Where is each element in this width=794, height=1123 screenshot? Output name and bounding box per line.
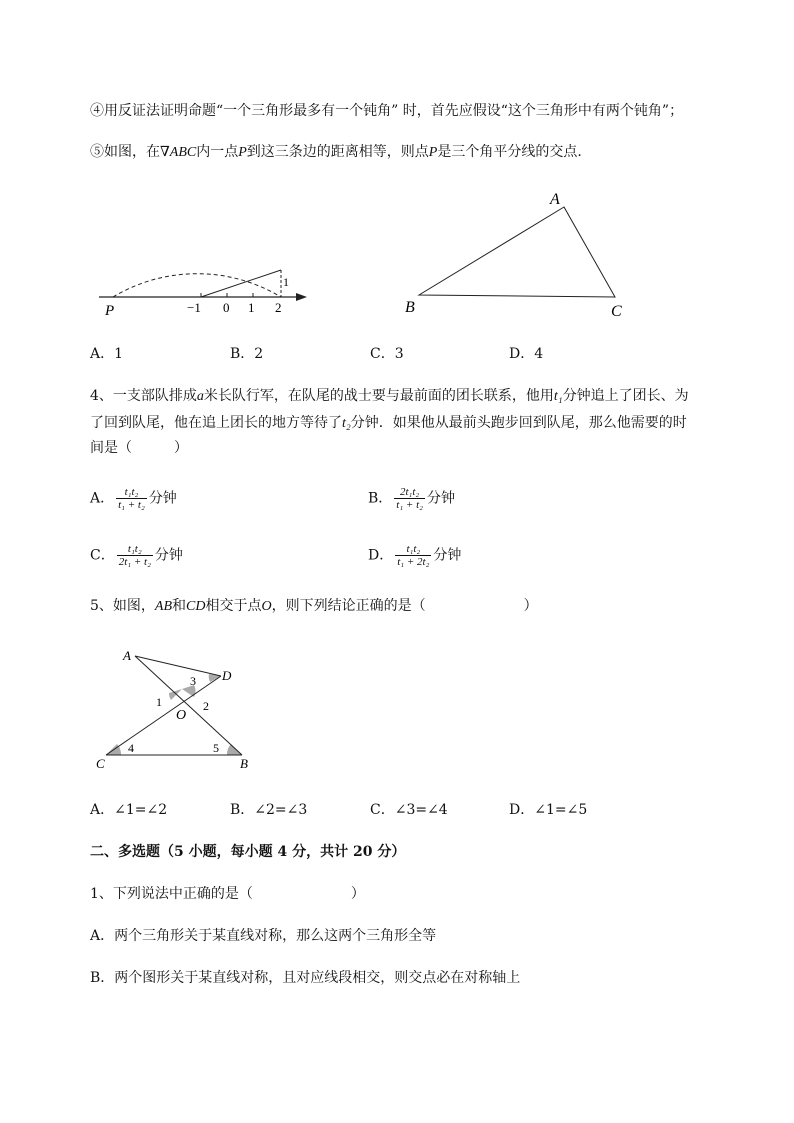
label-o: O bbox=[176, 708, 187, 723]
label-zero: 0 bbox=[223, 300, 230, 315]
angle-2: 2 bbox=[203, 699, 209, 713]
intersecting-lines-figure bbox=[92, 643, 262, 773]
q3-option-c: C．3 bbox=[370, 346, 404, 362]
angle-3: 3 bbox=[190, 674, 196, 688]
statement-5-pre: ⑤如图，在 bbox=[90, 144, 160, 160]
segment-a-d bbox=[135, 656, 221, 676]
angle-1: 1 bbox=[156, 695, 162, 709]
label-c: C bbox=[611, 303, 622, 320]
angle-5: 5 bbox=[213, 741, 219, 755]
q5-option-a: A．∠1=∠2 bbox=[90, 802, 168, 818]
var-t2: t₂ bbox=[342, 416, 351, 431]
q3-option-a: A．1 bbox=[90, 346, 124, 362]
number-line-figure bbox=[95, 200, 320, 325]
axis-arrow bbox=[296, 293, 307, 301]
q5-option-b: B．∠2=∠3 bbox=[230, 802, 308, 818]
triangle-abc-shape bbox=[419, 207, 615, 297]
label-minus-one: −1 bbox=[187, 300, 201, 315]
label-top-one: 1 bbox=[283, 275, 289, 289]
point-p-1: P bbox=[238, 145, 247, 160]
label-d: D bbox=[222, 668, 232, 683]
section-heading: 二、多选题（5 小题，每小题 4 分，共计 20 分） bbox=[90, 844, 406, 860]
fraction-d: $\frac{\text{t₁t₂}}{\text{t₁ + 2t₂}}$ bbox=[397, 543, 430, 568]
segment-ab: AB bbox=[154, 599, 173, 614]
q4-line-2: 了回到队尾，他在追上团长的地方等待了t₂分钟．如果他从最前头跑步回到队尾，那么他需要的时 bbox=[90, 415, 687, 431]
label-two: 2 bbox=[275, 300, 282, 315]
q3-option-d: D．4 bbox=[509, 346, 544, 362]
var-t1: t₁ bbox=[553, 389, 563, 404]
q4-option-b: B． $\frac{\text{2t₁t₂}}{\text{t₁ + t₂}}$ 分钟 bbox=[368, 486, 455, 511]
q4-option-a: A． $\frac{\text{t₁t₂}}{\text{t₁ + t₂}}$ 分钟 bbox=[90, 486, 177, 511]
label-p: P bbox=[105, 303, 115, 319]
q4-line-3: 间是（ ） bbox=[90, 440, 188, 456]
q3-option-b: B．2 bbox=[230, 346, 264, 362]
point-o: O bbox=[261, 599, 272, 614]
label-a: A bbox=[550, 191, 560, 208]
q4-option-d: D． $\frac{\text{t₁t₂}}{\text{t₁ + 2t₂}}$ 分钟 bbox=[368, 543, 462, 568]
hypotenuse bbox=[201, 270, 281, 297]
var-a: a bbox=[196, 389, 204, 404]
statement-5 bbox=[90, 142, 582, 163]
triangle-figure bbox=[400, 185, 640, 325]
fraction-a: $\frac{\text{t₁t₂}}{\text{t₁ + t₂}}$ bbox=[118, 486, 145, 511]
multi-q1-option-b: B．两个图形关于某直线对称，且对应线段相交，则交点必在对称轴上 bbox=[90, 970, 521, 986]
q4-option-c: C． $\frac{\text{t₁t₂}}{\text{2t₁ + t₂}}$ 分钟 bbox=[90, 543, 183, 568]
fraction-b: $\frac{\text{2t₁t₂}}{\text{t₁ + t₂}}$ bbox=[396, 486, 423, 511]
segment-c-d bbox=[106, 676, 221, 755]
dashed-semicircle bbox=[113, 274, 281, 297]
label-one: 1 bbox=[248, 300, 255, 315]
q5-option-c: C．∠3=∠4 bbox=[370, 802, 448, 818]
q5-stem: 5、如图，AB和CD相交于点O，则下列结论正确的是（ ） bbox=[90, 598, 538, 614]
multi-q1-option-a: A．两个三角形关于某直线对称，那么这两个三角形全等 bbox=[90, 928, 437, 944]
statement-5-post: 是三个角平分线的交点. bbox=[437, 144, 582, 160]
statement-5-mid2: 到这三条边的距离相等，则点 bbox=[246, 144, 429, 160]
triangle-abc: ∇ABC bbox=[160, 145, 197, 160]
multi-q1: 1、下列说法中正确的是（ ） bbox=[90, 886, 365, 902]
label-b: B bbox=[240, 756, 248, 771]
point-p-2: P bbox=[428, 145, 438, 160]
q5-option-d: D．∠1=∠5 bbox=[509, 802, 588, 818]
angle-4: 4 bbox=[128, 741, 134, 755]
label-c: C bbox=[96, 756, 105, 771]
statement-5-mid1: 内一点 bbox=[196, 144, 239, 160]
label-b: B bbox=[405, 299, 415, 316]
q4-line-1: 4、一支部队排成a米长队行军，在队尾的战士要与最前面的团长联系，他用t₁分钟追上了团长、为 bbox=[90, 388, 689, 404]
fraction-c: $\frac{\text{t₁t₂}}{\text{2t₁ + t₂}}$ bbox=[118, 543, 151, 568]
label-a: A bbox=[123, 648, 131, 663]
statement-4: ④用反证法证明命题“一个三角形最多有一个钝角” 时，首先应假设“这个三角形中有两个钝角”； bbox=[90, 103, 684, 119]
segment-cd: CD bbox=[186, 599, 206, 614]
